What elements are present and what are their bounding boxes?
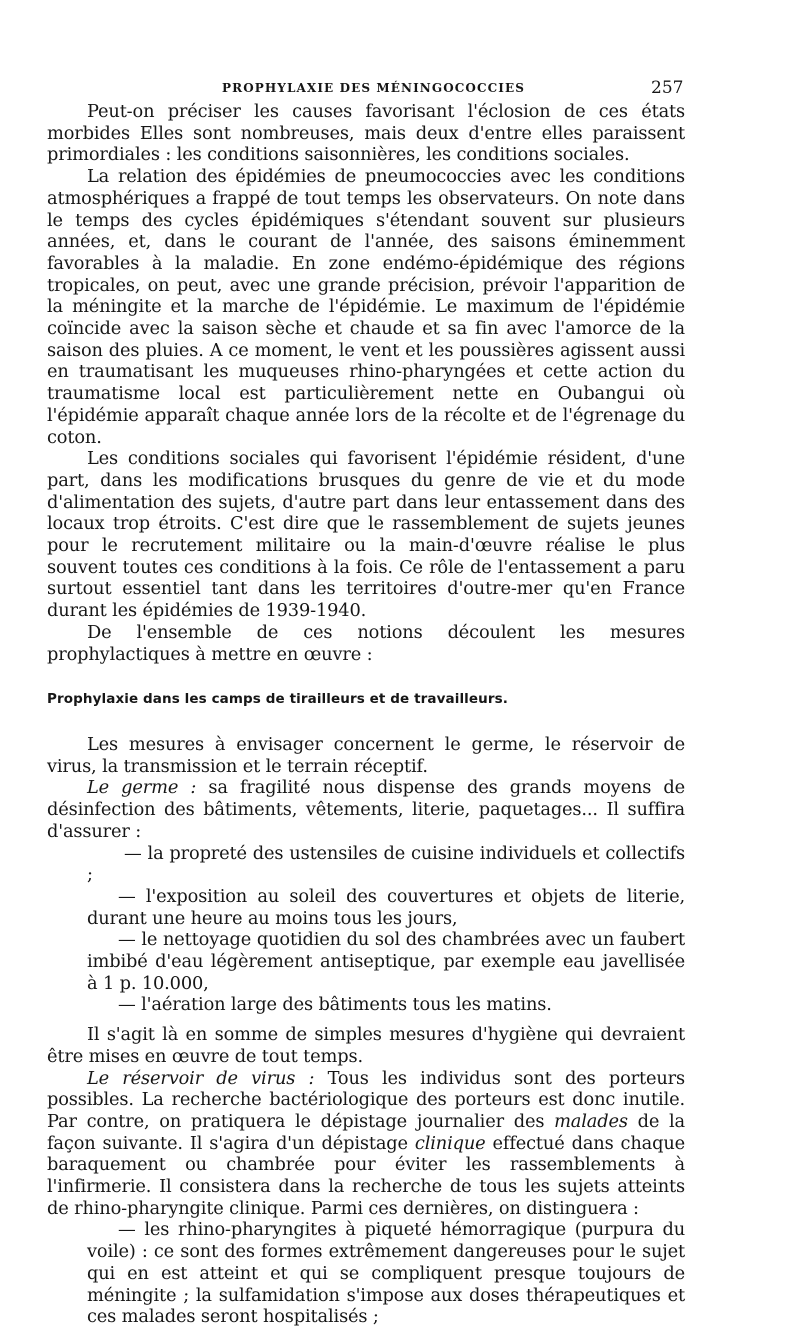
- section-heading: Prophylaxie dans les camps de tirailleurs et de travailleurs.: [47, 691, 508, 708]
- list-item-floor-cleaning: — le nettoyage quotidien du sol des chambrées avec un faubert imbibé d'eau légèrement antiseptique, par exemple eau javellisée à 1 p. 10.000,: [87, 929, 685, 994]
- list-item-sun-exposure: — l'exposition au soleil des couvertures et objets de literie, durant une heure au moins tous les jours,: [87, 885, 685, 929]
- reservoir-text-a: Tous les individus sont des porteurs possibles. La recherche bactériologique des porteurs est donc inutile. Par contre, on pratiquera le dépistage journalier des: [47, 1067, 685, 1132]
- germ-text: sa fragilité nous dispense des grands moyens de désinfection des bâtiments, vêtements, literie, paquetages... Il suffira d'assurer :: [47, 777, 685, 842]
- reservoir-emphasis-clinique: clinique: [414, 1132, 486, 1154]
- running-title: PROPHYLAXIE DES MÉNINGOCOCCIES: [222, 81, 525, 95]
- list-item-cleanliness: — la propreté des ustensiles de cuisine individuels et collectifs ;: [87, 842, 685, 886]
- reservoir-label: Le réservoir de virus :: [87, 1067, 315, 1089]
- paragraph-consequences: De l'ensemble de ces notions découlent les mesures prophylactiques à mettre en œuvre :: [47, 621, 685, 665]
- germ-label: Le germe :: [87, 777, 197, 799]
- reservoir-text-b: de la façon suivante. Il s'agira d'un dépistage: [47, 1110, 685, 1154]
- paragraph-causes: Peut-on préciser les causes favorisant l'éclosion de ces états morbides Elles sont nombreuses, mais deux d'entre elles paraissent primordiales : les conditions saisonnières, les conditions sociales.: [47, 101, 685, 166]
- paragraph-reservoir: [47, 1068, 685, 1220]
- paragraph-germ: [47, 777, 685, 842]
- body-text: [47, 101, 685, 1328]
- paragraph-atmospheric-conditions: La relation des épidémies de pneumococcies avec les conditions atmosphériques a frappé de tout temps les observateurs. On note dans le temps des cycles épidémiques s'étendant souvent sur plusieurs années, et, dans le courant de l'année, des saisons éminemment favorables à la maladie. En zone endémo-épidémique des régions tropicales, on peut, avec une grande précision, prévoir l'apparition de la méningite et la marche de l'épidémie. Le maximum de l'épidémie coïncide avec la saison sèche et chaude et sa fin avec l'amorce de la saison des pluies. A ce moment, le vent et les poussières agissent aussi en traumatisant les muqueuses rhino-pharyngées et cette action du traumatisme local est particulièrement nette en Oubangui où l'épidémie apparaît chaque année lors de la récolte et de l'égrenage du coton.: [47, 166, 685, 448]
- list-item-hemorrhagic-pharyngitis: — les rhino-pharyngites à piqueté hémorragique (purpura du voile) : ce sont des formes extrêmement dangereuses pour le sujet qui en est atteint et qui se compliquent presque toujours de méningite ; la sulfamidation s'impose aux doses thérapeutiques et ces malades seront hospitalisés ;: [87, 1219, 685, 1328]
- paragraph-hygiene: Il s'agit là en somme de simples mesures d'hygiène qui devraient être mises en œuvre de tout temps.: [47, 1024, 685, 1067]
- list-item-ventilation: — l'aération large des bâtiments tous les matins.: [118, 994, 552, 1016]
- running-header: [0, 78, 800, 98]
- paragraph-measures: Les mesures à envisager concernent le germe, le réservoir de virus, la transmission et le terrain réceptif.: [47, 733, 685, 777]
- paragraph-social-conditions: Les conditions sociales qui favorisent l'épidémie résident, d'une part, dans les modifications brusques du genre de vie et du mode d'alimentation des sujets, d'autre part dans leur entassement dans des locaux trop étroits. C'est dire que le rassemblement de sujets jeunes pour le recrutement militaire ou la main-d'œuvre réalise le plus souvent toutes ces conditions à la fois. Ce rôle de l'entassement a paru surtout essentiel tant dans les territoires d'outre-mer qu'en France durant les épidémies de 1939-1940.: [47, 448, 685, 622]
- reservoir-text-c: effectué dans chaque baraquement ou chambrée pour éviter les rassemblements à l'infirmerie. Il consistera dans la recherche de tous les sujets atteints de rhino-pharyngite clinique. Parmi ces dernières, on distinguera :: [47, 1132, 685, 1219]
- page-number: 257: [651, 78, 684, 98]
- reservoir-emphasis-malades: malades: [554, 1110, 628, 1132]
